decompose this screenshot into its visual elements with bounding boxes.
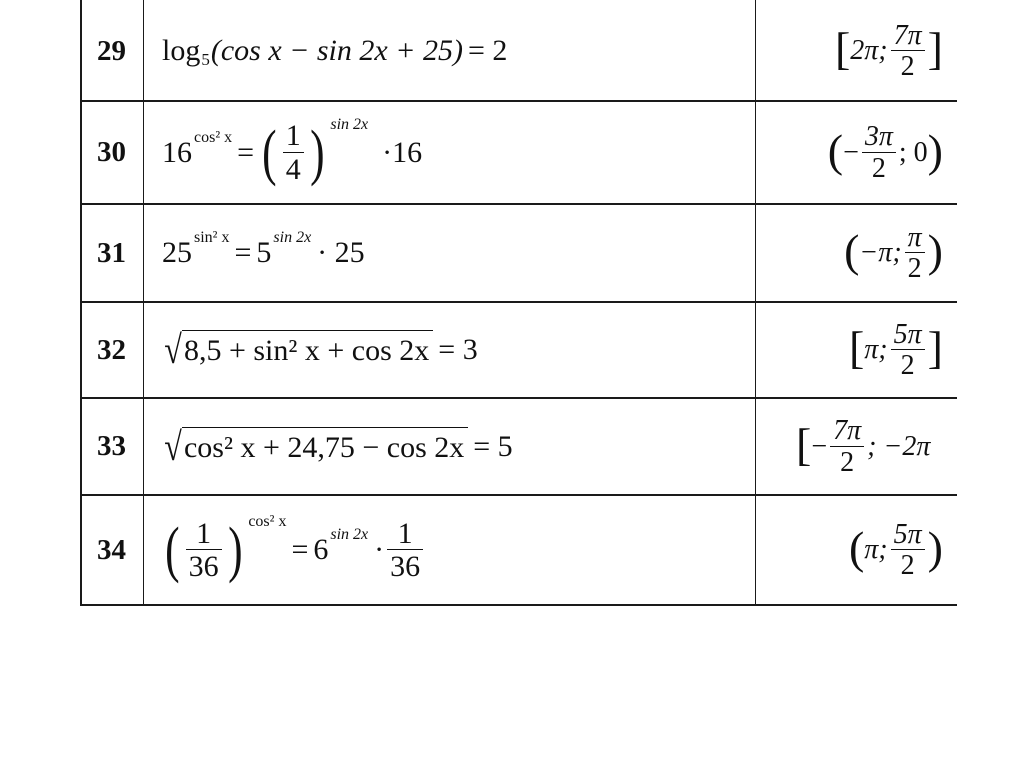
task-number: 30 [97, 136, 126, 168]
fraction [891, 320, 925, 381]
fraction [891, 520, 925, 581]
bracket-open: [ [796, 418, 812, 470]
fraction-denominator: 2 [862, 152, 896, 183]
fraction [186, 518, 222, 583]
interval-start: π; [864, 334, 888, 365]
interval-start: −π; [859, 237, 902, 268]
interval-start: 2π; [850, 35, 888, 66]
log-argument: (cos x − sin 2x + 25) [210, 34, 463, 67]
fraction-denominator: 36 [387, 549, 423, 583]
interval-end: ; 0 [898, 136, 928, 168]
bracket-close: ] [927, 322, 943, 373]
fraction [387, 518, 423, 583]
task-number: 34 [97, 533, 126, 566]
answer-interval [756, 303, 957, 397]
equation [162, 496, 426, 604]
fraction-numerator: 3π [864, 121, 893, 153]
task-number: 33 [97, 430, 126, 462]
fraction-denominator: 36 [186, 549, 222, 583]
bracket-close: ] [927, 23, 943, 74]
equation-rhs: = 3 [438, 333, 478, 366]
table-row [80, 2, 957, 100]
power-exponent: sin 2x [330, 115, 369, 133]
fraction-denominator: 2 [891, 349, 925, 380]
fraction-denominator: 2 [905, 252, 925, 283]
table-row [80, 303, 957, 397]
table-row [80, 399, 957, 494]
fraction-numerator: 7π [893, 19, 922, 51]
bracket-open: ( [848, 522, 865, 573]
log-label: log [162, 34, 201, 67]
power-exponent: cos² x [248, 513, 287, 530]
power-exponent: sin² x [194, 229, 230, 246]
fraction-numerator: 1 [285, 119, 301, 152]
row-divider [80, 604, 957, 606]
radicand: cos² x + 24,75 − cos 2x [182, 427, 468, 467]
radical-sign: √ [164, 423, 182, 469]
fraction-denominator: 4 [283, 152, 304, 186]
equals-sign: = [234, 236, 252, 269]
fraction-numerator: 5π [893, 518, 922, 550]
answer-interval [756, 102, 957, 203]
table-row [80, 496, 957, 604]
equation [162, 2, 512, 100]
minus-sign: − [811, 430, 828, 462]
square-root [162, 423, 468, 469]
table-row [80, 205, 957, 301]
answer-interval [756, 496, 957, 604]
fraction-numerator: 1 [397, 516, 413, 550]
bracket-close: ) [927, 522, 943, 573]
fraction [862, 122, 896, 183]
power-exponent: cos² x [194, 128, 233, 146]
fraction-denominator: 2 [891, 50, 925, 81]
task-number: 29 [97, 34, 126, 67]
fraction-numerator: π [907, 221, 922, 253]
equation [162, 102, 422, 203]
radical-sign: √ [164, 327, 182, 372]
fraction-denominator: 2 [830, 446, 864, 477]
answer-interval [756, 399, 957, 494]
power-base: 5 [256, 236, 272, 269]
radicand: 8,5 + sin² x + cos 2x [182, 330, 433, 370]
fraction [891, 21, 925, 82]
square-root [162, 327, 433, 372]
bracket-open: ( [827, 124, 844, 176]
minus-sign: − [843, 136, 859, 168]
log-base: 5 [201, 50, 210, 69]
power-exponent: sin 2x [273, 229, 312, 246]
paren-close: ) [309, 118, 325, 187]
multiplier: ·16 [382, 135, 423, 169]
equals-sign: = [237, 135, 255, 169]
equation [162, 399, 518, 494]
paren-close: ) [227, 516, 243, 584]
answer-interval [756, 2, 957, 100]
fraction [283, 120, 304, 185]
answer-interval [756, 205, 957, 301]
task-number: 32 [97, 333, 126, 366]
bracket-close: ) [927, 225, 943, 276]
equation [162, 303, 483, 397]
equation-rhs: = 5 [473, 429, 513, 463]
fraction-numerator: 1 [196, 516, 212, 550]
fraction-numerator: 5π [893, 318, 922, 350]
multiplier: · 25 [317, 236, 365, 269]
bracket-open: [ [848, 322, 865, 373]
interval-start: π; [864, 534, 888, 565]
fraction [905, 223, 925, 284]
power-base: 25 [162, 236, 192, 269]
power-exponent: sin 2x [330, 526, 369, 543]
fraction [830, 416, 864, 477]
bracket-close: ) [927, 124, 943, 176]
equals-sign: = [291, 533, 309, 566]
equation-rhs: = 2 [467, 34, 508, 67]
interval-end: ; −2π [867, 430, 931, 462]
table-row [80, 102, 957, 203]
paren-open: ( [165, 516, 180, 584]
dot-operator: · [374, 533, 385, 566]
equation [162, 205, 365, 301]
bracket-open: [ [834, 23, 851, 74]
fraction-numerator: 7π [833, 415, 862, 447]
power-base: 6 [313, 533, 329, 566]
fraction-denominator: 2 [891, 549, 925, 580]
bracket-open: ( [844, 225, 860, 276]
task-number: 31 [97, 236, 126, 269]
power-base: 16 [162, 135, 192, 169]
paren-open: ( [262, 118, 277, 187]
